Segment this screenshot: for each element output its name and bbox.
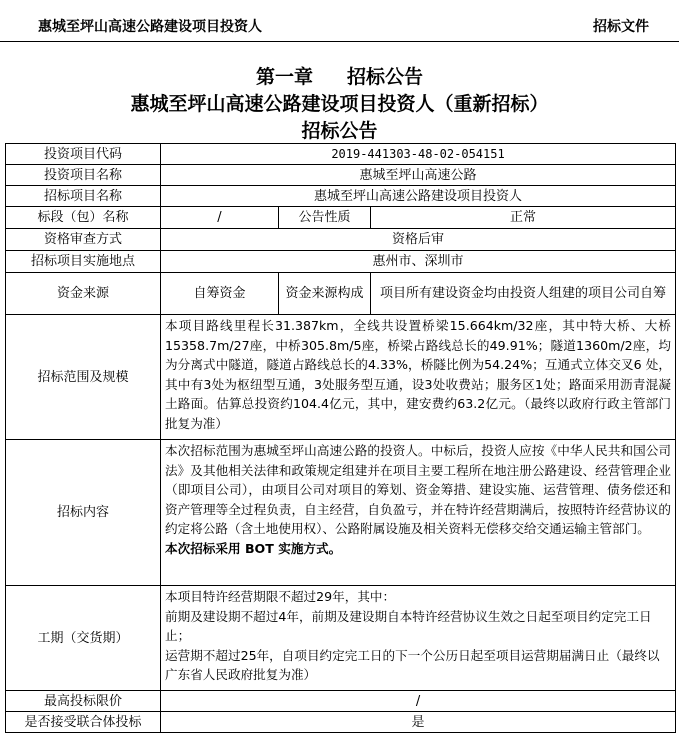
funding-composition-label: 资金来源构成 (279, 273, 371, 315)
table-row (6, 315, 676, 440)
period-line: 前期及建设期不超过4年，前期及建设期自本特许经营协议生效之日起至项目约定完工日止； (165, 608, 652, 643)
chapter-title: 招标公告 (347, 66, 424, 88)
row-label: 标段（包）名称 (6, 207, 161, 229)
consortium-accepted: 是 (161, 712, 676, 733)
table-row (6, 186, 676, 207)
max-bid-price: / (161, 691, 676, 712)
row-label: 最高投标限价 (6, 691, 161, 712)
project-name: 惠城至坪山高速公路 (161, 165, 676, 186)
row-label: 资格审查方式 (6, 229, 161, 251)
row-label: 投资项目代码 (6, 144, 161, 165)
bid-scope-text: 本项目路线里程长31.387km，全线共设置桥梁15.664km/32座，其中特大桥、大桥15358.7m/27座，中桥305.8m/5座，桥梁占路线总长的49.91%；隧道1360m/2座，均为分离式中隧道，隧道占路线总长的4.33%，桥隧比例为54.24%；互通式立体交叉6 处，其中有3处为枢纽型互通，3处服务型互通，设3处收费站；服务区1处；路面采用沥青混凝土路面。估算总投资约104.4亿元，其中，建安费约63.2亿元。（最终以政府行政主管部门批复为准） (161, 315, 676, 440)
row-label: 招标项目名称 (6, 186, 161, 207)
page-header (0, 0, 679, 42)
period-line: 本项目特许经营期限不超过29年，其中： (165, 589, 396, 604)
header-project-name: 惠城至坪山高速公路建设项目投资人 (38, 19, 262, 35)
notice-nature-value: 正常 (371, 207, 676, 229)
funding-source: 自筹资金 (161, 273, 279, 315)
table-row (6, 440, 676, 586)
table-row (6, 586, 676, 691)
table-row (6, 165, 676, 186)
table-row (6, 207, 676, 229)
notice-title: 惠城至坪山高速公路建设项目投资人（重新招标） (130, 93, 549, 115)
table-row (6, 251, 676, 273)
row-label: 招标范围及规模 (6, 315, 161, 440)
bid-project-name: 惠城至坪山高速公路建设项目投资人 (161, 186, 676, 207)
review-method: 资格后审 (161, 229, 676, 251)
table-row (6, 229, 676, 251)
notice-table (5, 143, 676, 733)
table-row (6, 712, 676, 733)
table-row (6, 691, 676, 712)
funding-composition: 项目所有建设资金均由投资人组建的项目公司自筹 (371, 273, 676, 315)
table-row (6, 144, 676, 165)
period-cell (161, 586, 676, 691)
chapter-heading (0, 62, 679, 89)
notice-nature-label: 公告性质 (279, 207, 371, 229)
row-label: 投资项目名称 (6, 165, 161, 186)
row-label: 资金来源 (6, 273, 161, 315)
row-label: 招标内容 (6, 440, 161, 586)
bid-content-bot: 本次招标采用 BOT 实施方式。 (165, 540, 342, 556)
header-doc-type: 招标文件 (593, 19, 649, 35)
project-code: 2019-441303-48-02-054151 (161, 144, 676, 165)
section-name: / (161, 207, 279, 229)
notice-subtitle: 招标公告 (301, 120, 378, 142)
row-label: 工期（交货期） (6, 586, 161, 691)
row-label: 招标项目实施地点 (6, 251, 161, 273)
period-line: 运营期不超过25年，自项目约定完工日的下一个公历日起至项目运营期届满日止（最终以广东省人民政府批复为准） (165, 647, 660, 682)
bid-content-cell (161, 440, 676, 586)
table-row (6, 273, 676, 315)
row-label: 是否接受联合体投标 (6, 712, 161, 733)
bid-content-text: 本次招标范围为惠城至坪山高速公路的投资人。中标后，投资人应按《中华人民共和国公司法》及其他相关法律和政策规定组建并在项目主要工程所在地注册公路建设、经营管理企业（即项目公司），由项目公司对项目的筹划、资金筹措、建设实施、运营管理、债务偿还和资产管理等全过程负责，自主经营，自负盈亏，并在特许经营期满后，按照特许经营协议的约定将公路（含土地使用权）、公路附属设施及相关资料无偿移交给交通运输主管部门。 (165, 443, 672, 536)
chapter-number: 第一章 (255, 66, 313, 88)
project-location: 惠州市、深圳市 (161, 251, 676, 273)
